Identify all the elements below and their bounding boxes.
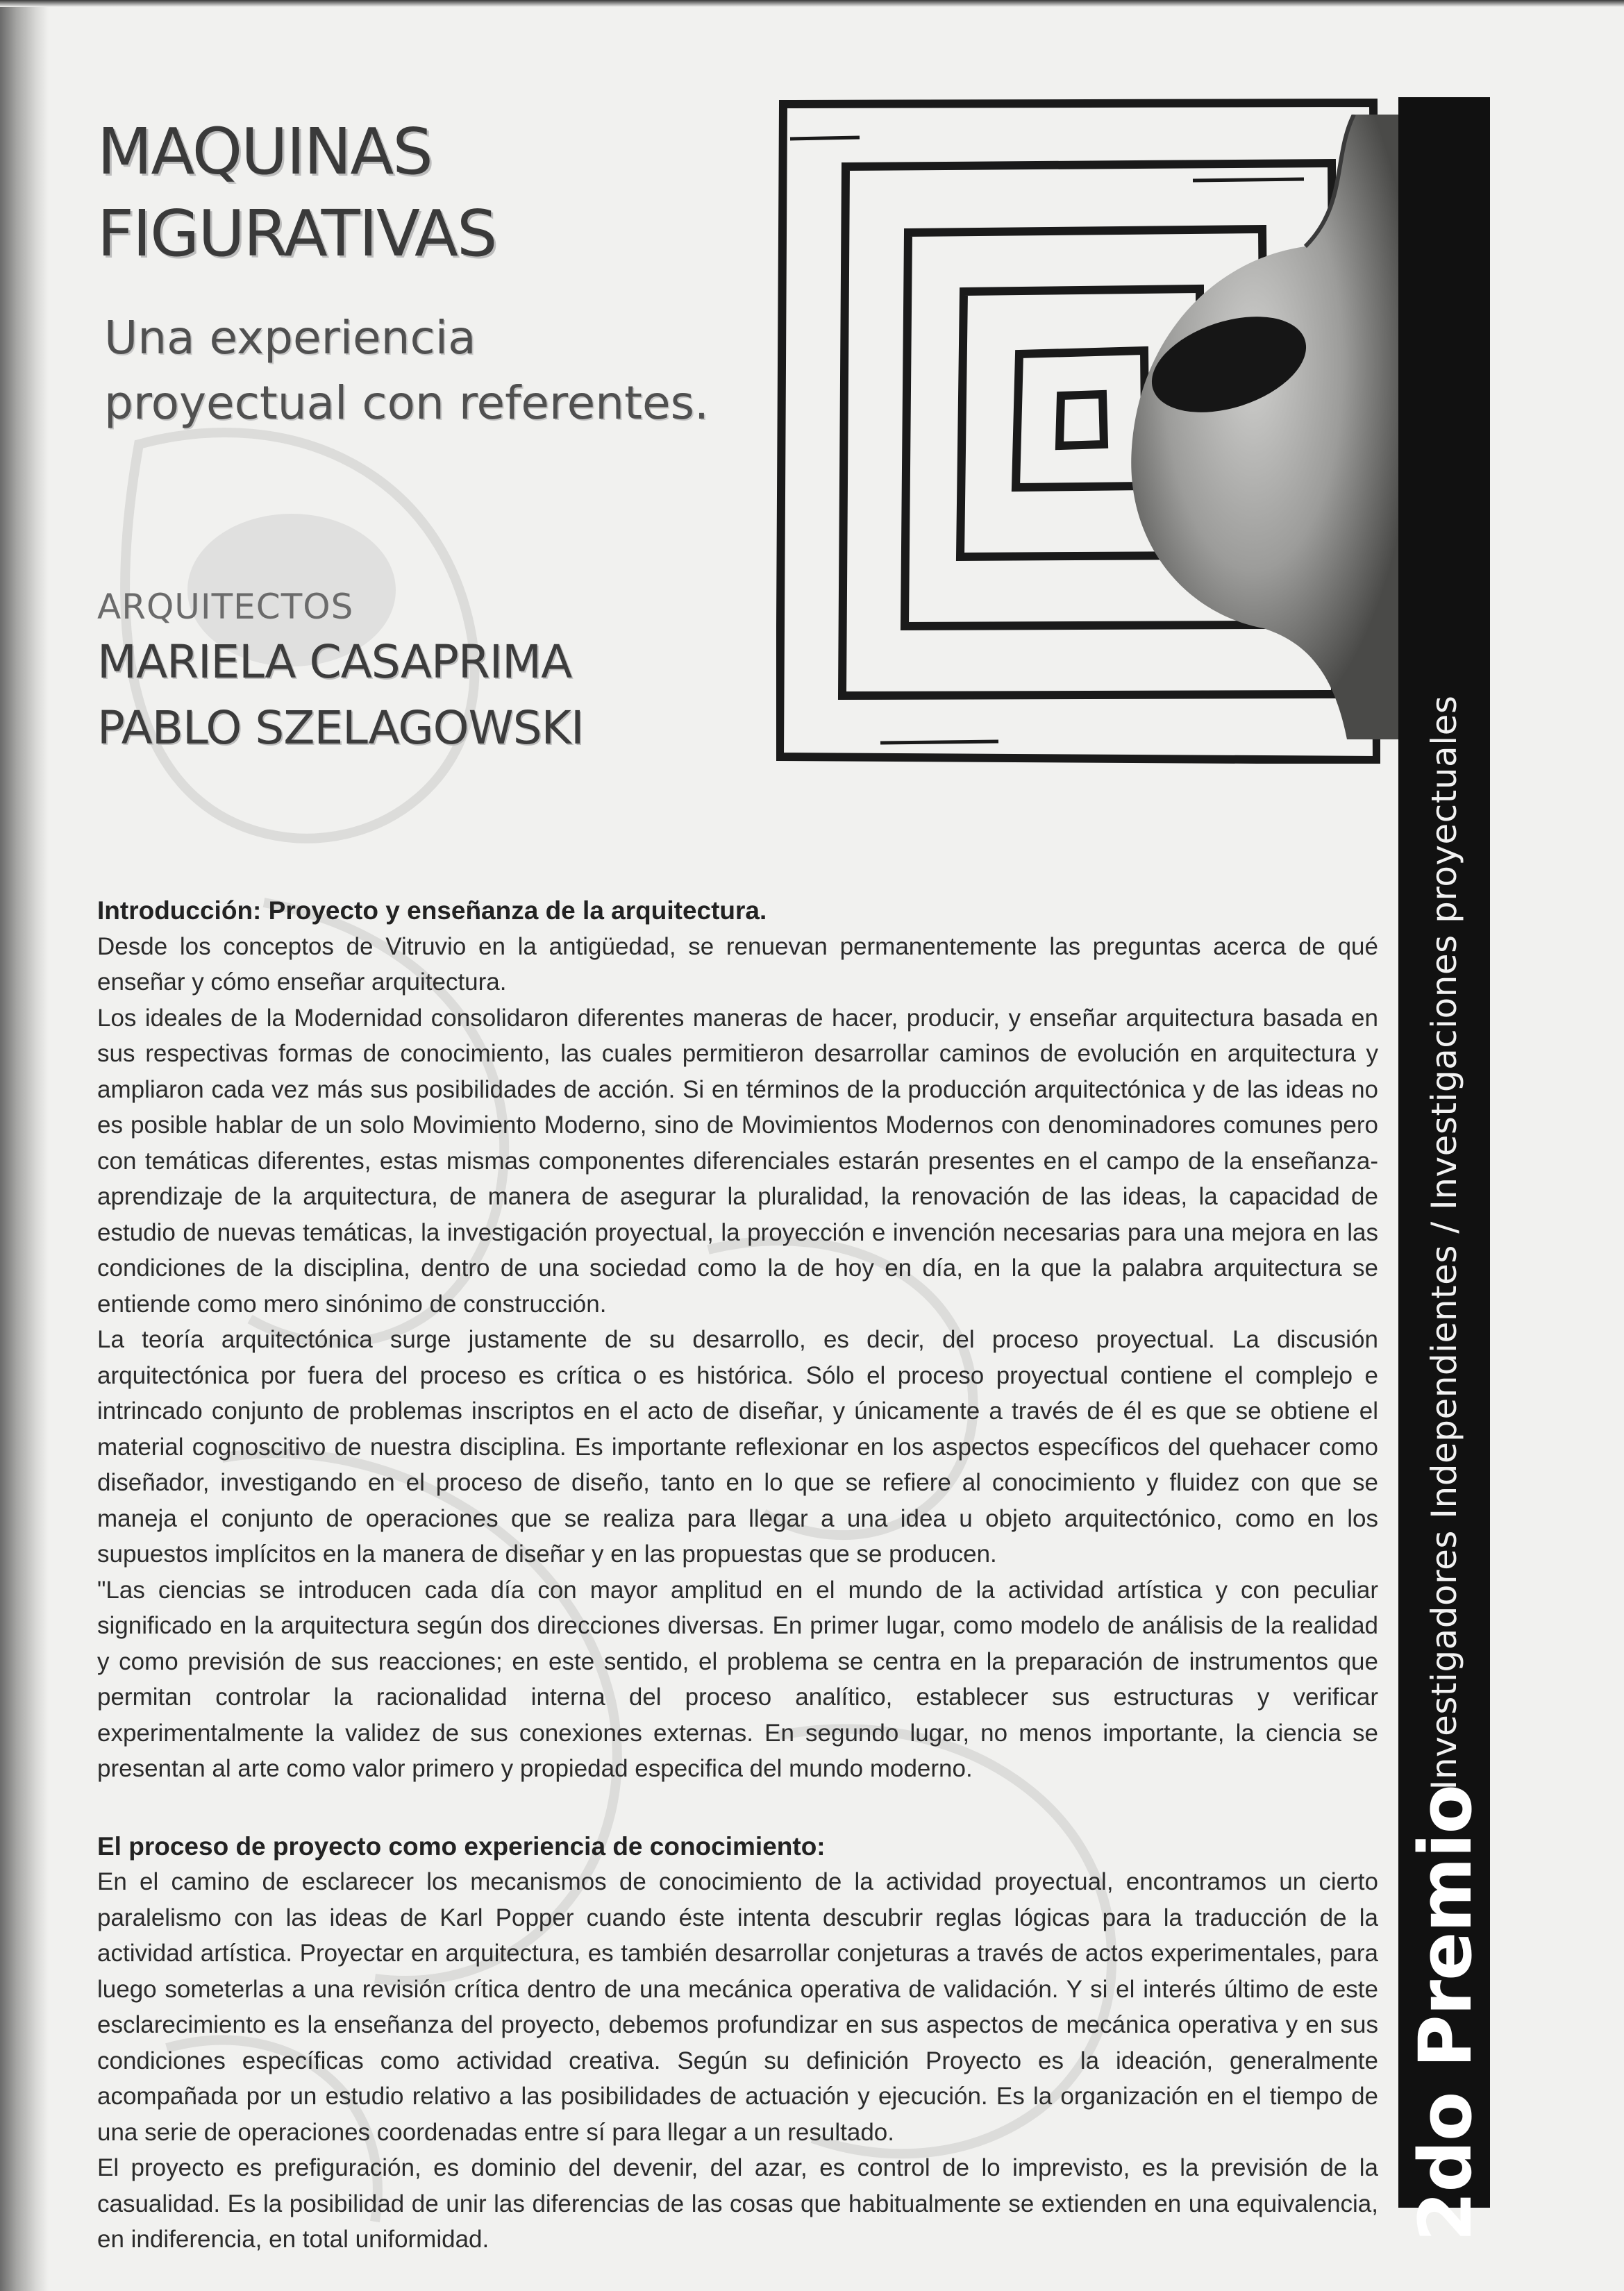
- paragraph: Desde los conceptos de Vitruvio en la antigüedad, se renuevan permanentemente las preguntas acerca de qué enseñar y cómo enseñar arquitectura.: [97, 932, 1378, 996]
- award-label: 2do Premio: [1403, 1785, 1488, 2242]
- paragraph: Los ideales de la Modernidad consolidaron diferentes maneras de hacer, producir, y enseñar arquitectura basada en sus respectivas formas de conocimiento, las cuales permitieron desarrollar caminos de evolución en arquitectura y ampliaron cada vez más sus posibilidades de acción. Si en términos de la producción arquitectónica y de las ideas no es posible hablar de un solo Movimiento Moderno, sino de Movimientos Modernos con denominadores comunes pero con temáticas diferentes, estas mismas componentes diferenciales estarán presentes en el campo de la enseñanza-aprendizaje de la arquitectura, de manera de asegurar la pluralidad, la renovación de las ideas, la capacidad de estudio de nuevas temáticas, la investigación proyectual, la proyección e invención necesarias para una mejora en las condiciones de la disciplina, dentro de una sociedad como la de hoy en día, en la que la palabra arquitectura se entiende como mero sinónimo de construcción.: [97, 1004, 1378, 1318]
- page-subtitle: [104, 305, 709, 436]
- title-line-2: FIGURATIVAS: [97, 196, 496, 271]
- subtitle-line-1: Una experiencia: [104, 311, 476, 364]
- author-name-2: PABLO SZELAGOWSKI: [97, 701, 584, 755]
- page-title: [97, 111, 496, 275]
- book-gutter-shadow: [0, 0, 49, 2291]
- article-body: [97, 893, 1378, 2258]
- sidebar-section-label: Investigadores Independientes / Investigaciones proyectuales: [1424, 695, 1464, 1790]
- subtitle-line-2: proyectual con referentes.: [104, 376, 709, 430]
- paragraph: "Las ciencias se introducen cada día con mayor amplitud en el mundo de la actividad artística y con peculiar significado en la arquitectura según dos direcciones diversas. En primer lugar, como modelo de análisis de la realidad y como previsión de sus reacciones; en este sentido, el problema se centra en la preparación de instrumentos que permitan controlar la racionalidad interna del proceso analítico, establecer sus estructuras y verificar experimentalmente la validez de sus conexiones externas. En segundo lugar, no menos importante, la ciencia se presentan al arte como valor primero y propiedad especifica del mundo moderno.: [97, 1576, 1378, 1782]
- paragraph: En el camino de esclarecer los mecanismos de conocimiento de la actividad proyectual, encontramos un cierto paralelismo con las ideas de Karl Popper cuando éste intenta descubrir reglas lógicas para la traducción de la actividad artística. Proyectar en arquitectura, es también desarrollar conjeturas a través de actos experimentales, para luego someterlas a una revisión crítica dentro de una mecánica operativa de validación. Y si el interés último de este esclarecimiento es la enseñanza del proyecto, debemos profundizar en sus aspectos de mecánica operativa y en sus condiciones específicas como actividad creativa. Según su definición Proyecto es la ideación, generalmente acompañada por un estudio relativo a las posibilidades de actuación y ejecución. Es la organización en el tiempo de una serie de operaciones coordenadas entre sí para llegar a un resultado.: [97, 1868, 1378, 2146]
- paragraph: La teoría arquitectónica surge justamente de su desarrollo, es decir, del proceso proyectual. La discusión arquitectónica por fuera del proceso es crítica o es histórica. Sólo el proceso proyectual contiene el complejo e intrincado conjunto de problemas inscriptos en el acto de diseñar, y únicamente a través de él es que se obtiene el material cognoscitivo de nuestra disciplina. Es importante reflexionar en los aspectos específicos del quehacer como diseñador, investigando en el proceso de diseño, tanto en lo que se refiere al conocimiento y fluidez con que se maneja el conjunto de operaciones que se realiza para llegar a una idea u objeto arquitectónico, como en los supuestos implícitos en la manera de diseñar y en las propuestas que se producen.: [97, 1326, 1378, 1568]
- title-line-1: MAQUINAS: [97, 115, 432, 189]
- paragraph: El proyecto es prefiguración, es dominio del devenir, del azar, es control de lo imprevisto, es la previsión de la casualidad. Es la posibilidad de unir las diferencias de las cosas que habitualmente se extienden en una equivalencia, en indiferencia, en total uniformidad.: [97, 2154, 1378, 2253]
- authors-role-label: ARQUITECTOS: [97, 587, 354, 627]
- section-heading-intro: Introducción: Proyecto y enseñanza de la arquitectura.: [97, 896, 767, 925]
- author-name-1: MARIELA CASAPRIMA: [97, 635, 572, 689]
- section-heading-process: El proceso de proyecto como experiencia de conocimiento:: [97, 1831, 826, 1861]
- stone-sculpture-photo: [1125, 115, 1403, 739]
- page-top-edge: [0, 0, 1624, 7]
